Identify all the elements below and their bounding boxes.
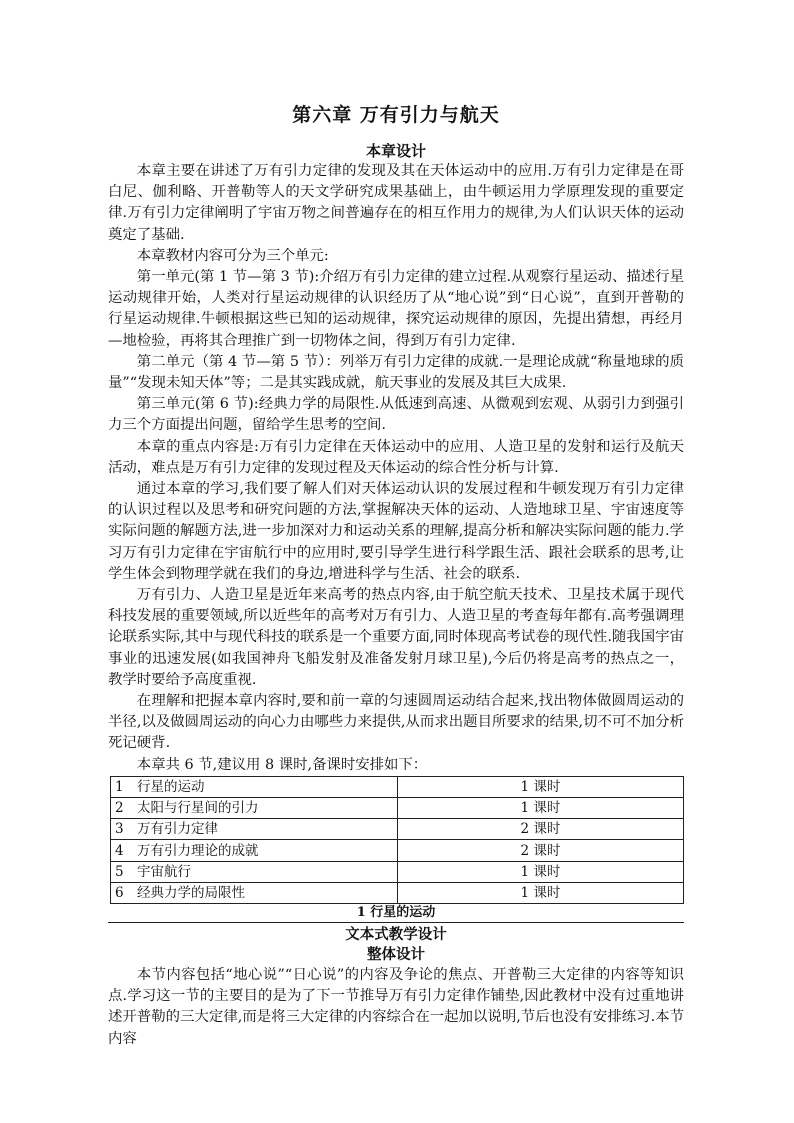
lesson-hours: 2 课时 bbox=[398, 819, 684, 840]
paragraph-learning-goals: 通过本章的学习,我们要了解人们对天体运动认识的发展过程和牛顿发现万有引力定律的认识过程以及思考和研究问题的方法,掌握解决天体的运动、人造地球卫星、宇宙速度等实际问题的解题方法,进一步加深对力和运动关系的理解,提高分析和解决实际问题的能力.学习万有引力定律在宇宙航行中的应用时,要引导学生进行科学跟生活、跟社会联系的思考,让学生体会到物理学就在我们的身边,增进科学与生活、社会的联系. bbox=[108, 481, 684, 582]
lesson-name: 太阳与行星间的引力 bbox=[137, 800, 259, 817]
paragraph-exam-hotspot: 万有引力、人造卫星是近年来高考的热点内容,由于航空航天技术、卫星技术属于现代科技发展的重要领域,所以近些年的高考对万有引力、人造卫星的考查每年都有.高考强调理论联系实际,其中与现代科技的联系是一个重要方面,同时体现高考试卷的现代性.随我国宇宙事业的迅速发展(如我国神舟飞船发射及准备发射月球卫星),今后仍将是高考的热点之一，教学时要给予高度重视. bbox=[108, 587, 684, 688]
lesson-hours: 1 课时 bbox=[398, 882, 684, 903]
lesson-cell bbox=[111, 861, 398, 882]
document-page bbox=[108, 100, 684, 1050]
table-row bbox=[111, 776, 684, 797]
lesson-name: 行星的运动 bbox=[137, 778, 205, 795]
lesson-schedule-table bbox=[110, 776, 684, 904]
paragraph-schedule-intro: 本章共 6 节,建议用 8 课时,备课时安排如下： bbox=[136, 756, 428, 773]
lesson-cell bbox=[111, 798, 398, 819]
lesson-number: 1 bbox=[115, 778, 124, 795]
lesson-name: 万有引力理论的成就 bbox=[137, 842, 259, 859]
paragraph-key-points: 本章的重点内容是:万有引力定律在天体运动中的应用、人造卫星的发射和运行及航天活动，难点是万有引力定律的发现过程及天体运动的综合性分析与计算. bbox=[108, 438, 684, 476]
lesson-hours: 1 课时 bbox=[398, 861, 684, 882]
paragraph-unit-2: 第二单元（第 4 节—第 5 节）：列举万有引力定律的成就.一是理论成就“称量地球的质量”“发现未知天体”等；二是其实践成就，航天事业的发展及其巨大成果. bbox=[108, 353, 684, 392]
paragraph-units-intro: 本章教材内容可分为三个单元: bbox=[136, 247, 329, 264]
lesson-number: 5 bbox=[115, 863, 124, 880]
lesson-hours: 1 课时 bbox=[398, 798, 684, 819]
table-row bbox=[111, 840, 684, 861]
chapter-title: 第六章 万有引力与航天 bbox=[292, 104, 500, 126]
lesson-cell bbox=[111, 882, 398, 903]
lesson-cell bbox=[111, 819, 398, 840]
paragraph-unit-1: 第一单元(第 1 节—第 3 节):介绍万有引力定律的建立过程.从观察行星运动、描述行星运动规律开始，人类对行星运动规律的认识经历了从“地心说”到“日心说”，直到开普勒的行星运动规律.牛顿根据这些已知的运动规律，探究运动规律的原因，先提出猜想，再经月—地检验，再将其合理推广到一切物体之间，得到万有引力定律. bbox=[108, 269, 684, 349]
lesson-hours: 1 课时 bbox=[398, 776, 684, 797]
lesson-number: 6 bbox=[115, 884, 124, 901]
lesson-number: 2 bbox=[115, 800, 124, 817]
table-row bbox=[111, 861, 684, 882]
lesson-hours: 2 课时 bbox=[398, 840, 684, 861]
lesson-name: 经典力学的局限性 bbox=[137, 884, 245, 901]
section-title-chapter-design: 本章设计 bbox=[365, 142, 426, 160]
table-row bbox=[111, 819, 684, 840]
lesson-number: 4 bbox=[115, 842, 124, 859]
lesson-cell bbox=[111, 776, 398, 797]
table-row bbox=[111, 798, 684, 819]
lesson-number: 3 bbox=[115, 821, 124, 838]
overall-design-title: 整体设计 bbox=[367, 946, 425, 964]
paragraph-understanding: 在理解和把握本章内容时,要和前一章的匀速圆周运动结合起来,找出物体做圆周运动的半径,以及做圆周运动的向心力由哪些力来提供,从而求出题目所要求的结果,切不可不加分析死记硬背. bbox=[108, 693, 684, 752]
lesson-heading: 1 行星的运动 bbox=[108, 904, 684, 923]
lesson-name: 宇宙航行 bbox=[137, 863, 191, 880]
lesson-cell bbox=[111, 840, 398, 861]
table-row bbox=[111, 882, 684, 903]
lesson-name: 万有引力定律 bbox=[137, 821, 218, 838]
paragraph-intro: 本章主要在讲述了万有引力定律的发现及其在天体运动中的应用.万有引力定律是在哥白尼、伽利略、开普勒等人的天文学研究成果基础上，由牛顿运用力学原理发现的重要定律.万有引力定律阐明了宇宙万物之间普遍存在的相互作用力的规律,为人们认识天体的运动奠定了基础. bbox=[108, 163, 684, 243]
text-design-title: 文本式教学设计 bbox=[345, 926, 447, 944]
paragraph-unit-3: 第三单元(第 6 节):经典力学的局限性.从低速到高速、从微观到宏观、从弱引力到强引力三个方面提出问题，留给学生思考的空间. bbox=[108, 396, 684, 434]
paragraph-lesson-overview: 本节内容包括“地心说”“日心说”的内容及争论的焦点、开普勒三大定律的内容等知识点.学习这一节的主要目的是为了下一节推导万有引力定律作铺垫,因此教材中没有过重地讲述开普勒的三大定律,而是将三大定律的内容综合在一起加以说明,节后也没有安排练习.本节内容 bbox=[108, 967, 684, 1047]
